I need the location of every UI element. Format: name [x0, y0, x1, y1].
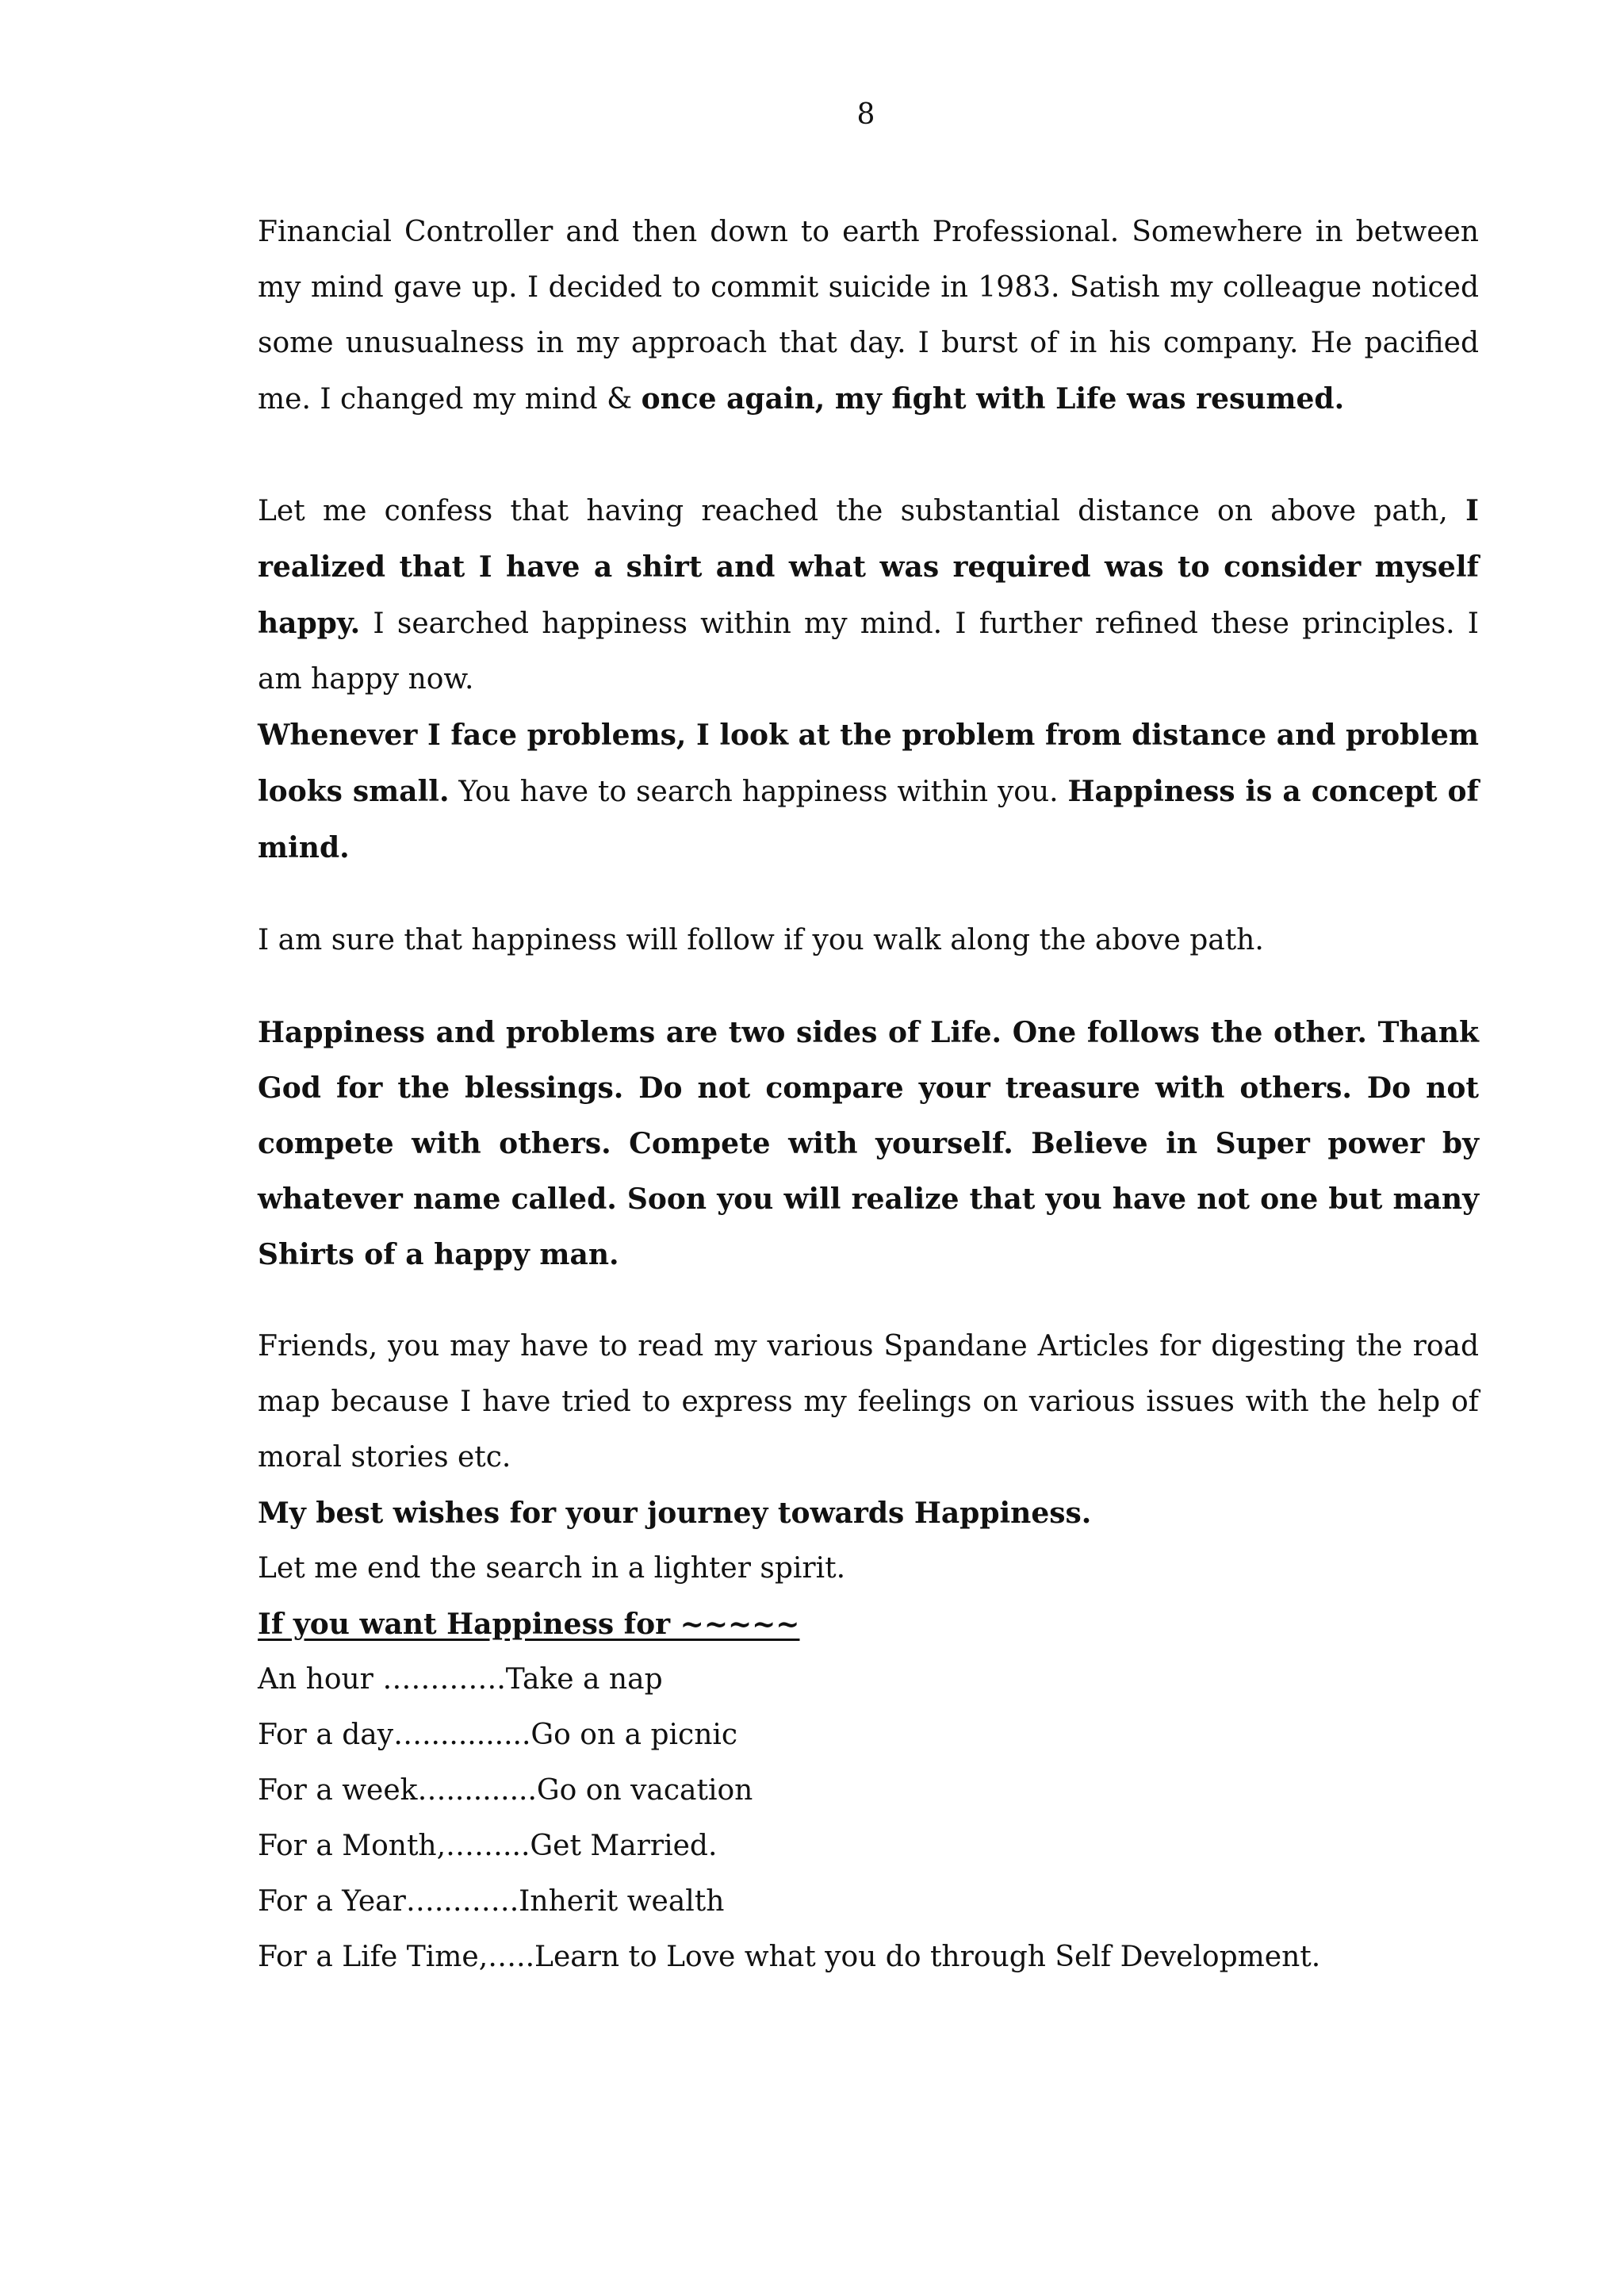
bold-phrase: Whenever I face problems, I look at the problem from distance and problem looks small.: [258, 719, 1479, 808]
list-item: For a week…..........Go on vacation: [258, 1774, 753, 1807]
paragraph-friends: [258, 1319, 1479, 1485]
list-item: For a day…............Go on a picnic: [258, 1719, 738, 1751]
paragraph-text: Financial Controller and then down to earth Professional. Somewhere in between my mind gave up. I decided to commit suicide in 1983. Satish my colleague noticed some unusualness in my approach that day. I burst of in his company. He pacified me. I changed my mind &: [258, 216, 1479, 416]
paragraph-confession: [258, 483, 1479, 707]
list-item: For a Month,……...Get Married.: [258, 1830, 718, 1862]
paragraph-text: Let me confess that having reached the substantial distance on above path,: [258, 495, 1466, 527]
best-wishes-line: My best wishes for your journey towards Happiness.: [258, 1497, 1092, 1530]
bold-phrase: Happiness is a concept of mind.: [258, 775, 1479, 864]
lighter-spirit-line: Let me end the search in a lighter spirit.: [258, 1552, 846, 1585]
paragraph-text: I am sure that happiness will follow if you walk along the above path.: [258, 924, 1264, 956]
paragraph-problems: [258, 707, 1479, 876]
bold-phrase: I realized that I have a shirt and what was required was to consider myself happy.: [258, 494, 1479, 640]
happiness-list-heading: If you want Happiness for ~~~~~: [258, 1608, 800, 1641]
list-item: For a Year…..…….Inherit wealth: [258, 1885, 725, 1918]
bold-phrase: Happiness and problems are two sides of Life. One follows the other. Thank God for the blessings. Do not compare your treasure with others. Do not compete with others. Compete with yourself. Believe in Super power by whatever name called. Soon you will realize that you have not one but many Shirts of a happy man.: [258, 1016, 1479, 1271]
paragraph-sure: [258, 913, 1479, 968]
page-body: [258, 205, 1479, 1985]
paragraph-text: I searched happiness within my mind. I further refined these principles. I am happy now.: [258, 608, 1479, 696]
bold-phrase: once again, my fight with Life was resumed.: [641, 382, 1345, 416]
paragraph-text: You have to search happiness within you.: [449, 776, 1068, 808]
list-item: An hour ………….Take a nap: [258, 1663, 663, 1696]
paragraph-two-sides: [258, 1005, 1479, 1282]
page-number: 8: [856, 98, 875, 131]
paragraph-suicide-story: [258, 205, 1479, 427]
paragraph-text: Friends, you may have to read my various Spandane Articles for digesting the road map because I have tried to express my feelings on various issues with the help of moral stories etc.: [258, 1330, 1479, 1474]
list-item: For a Life Time,…..Learn to Love what you do through Self Development.: [258, 1941, 1321, 1973]
